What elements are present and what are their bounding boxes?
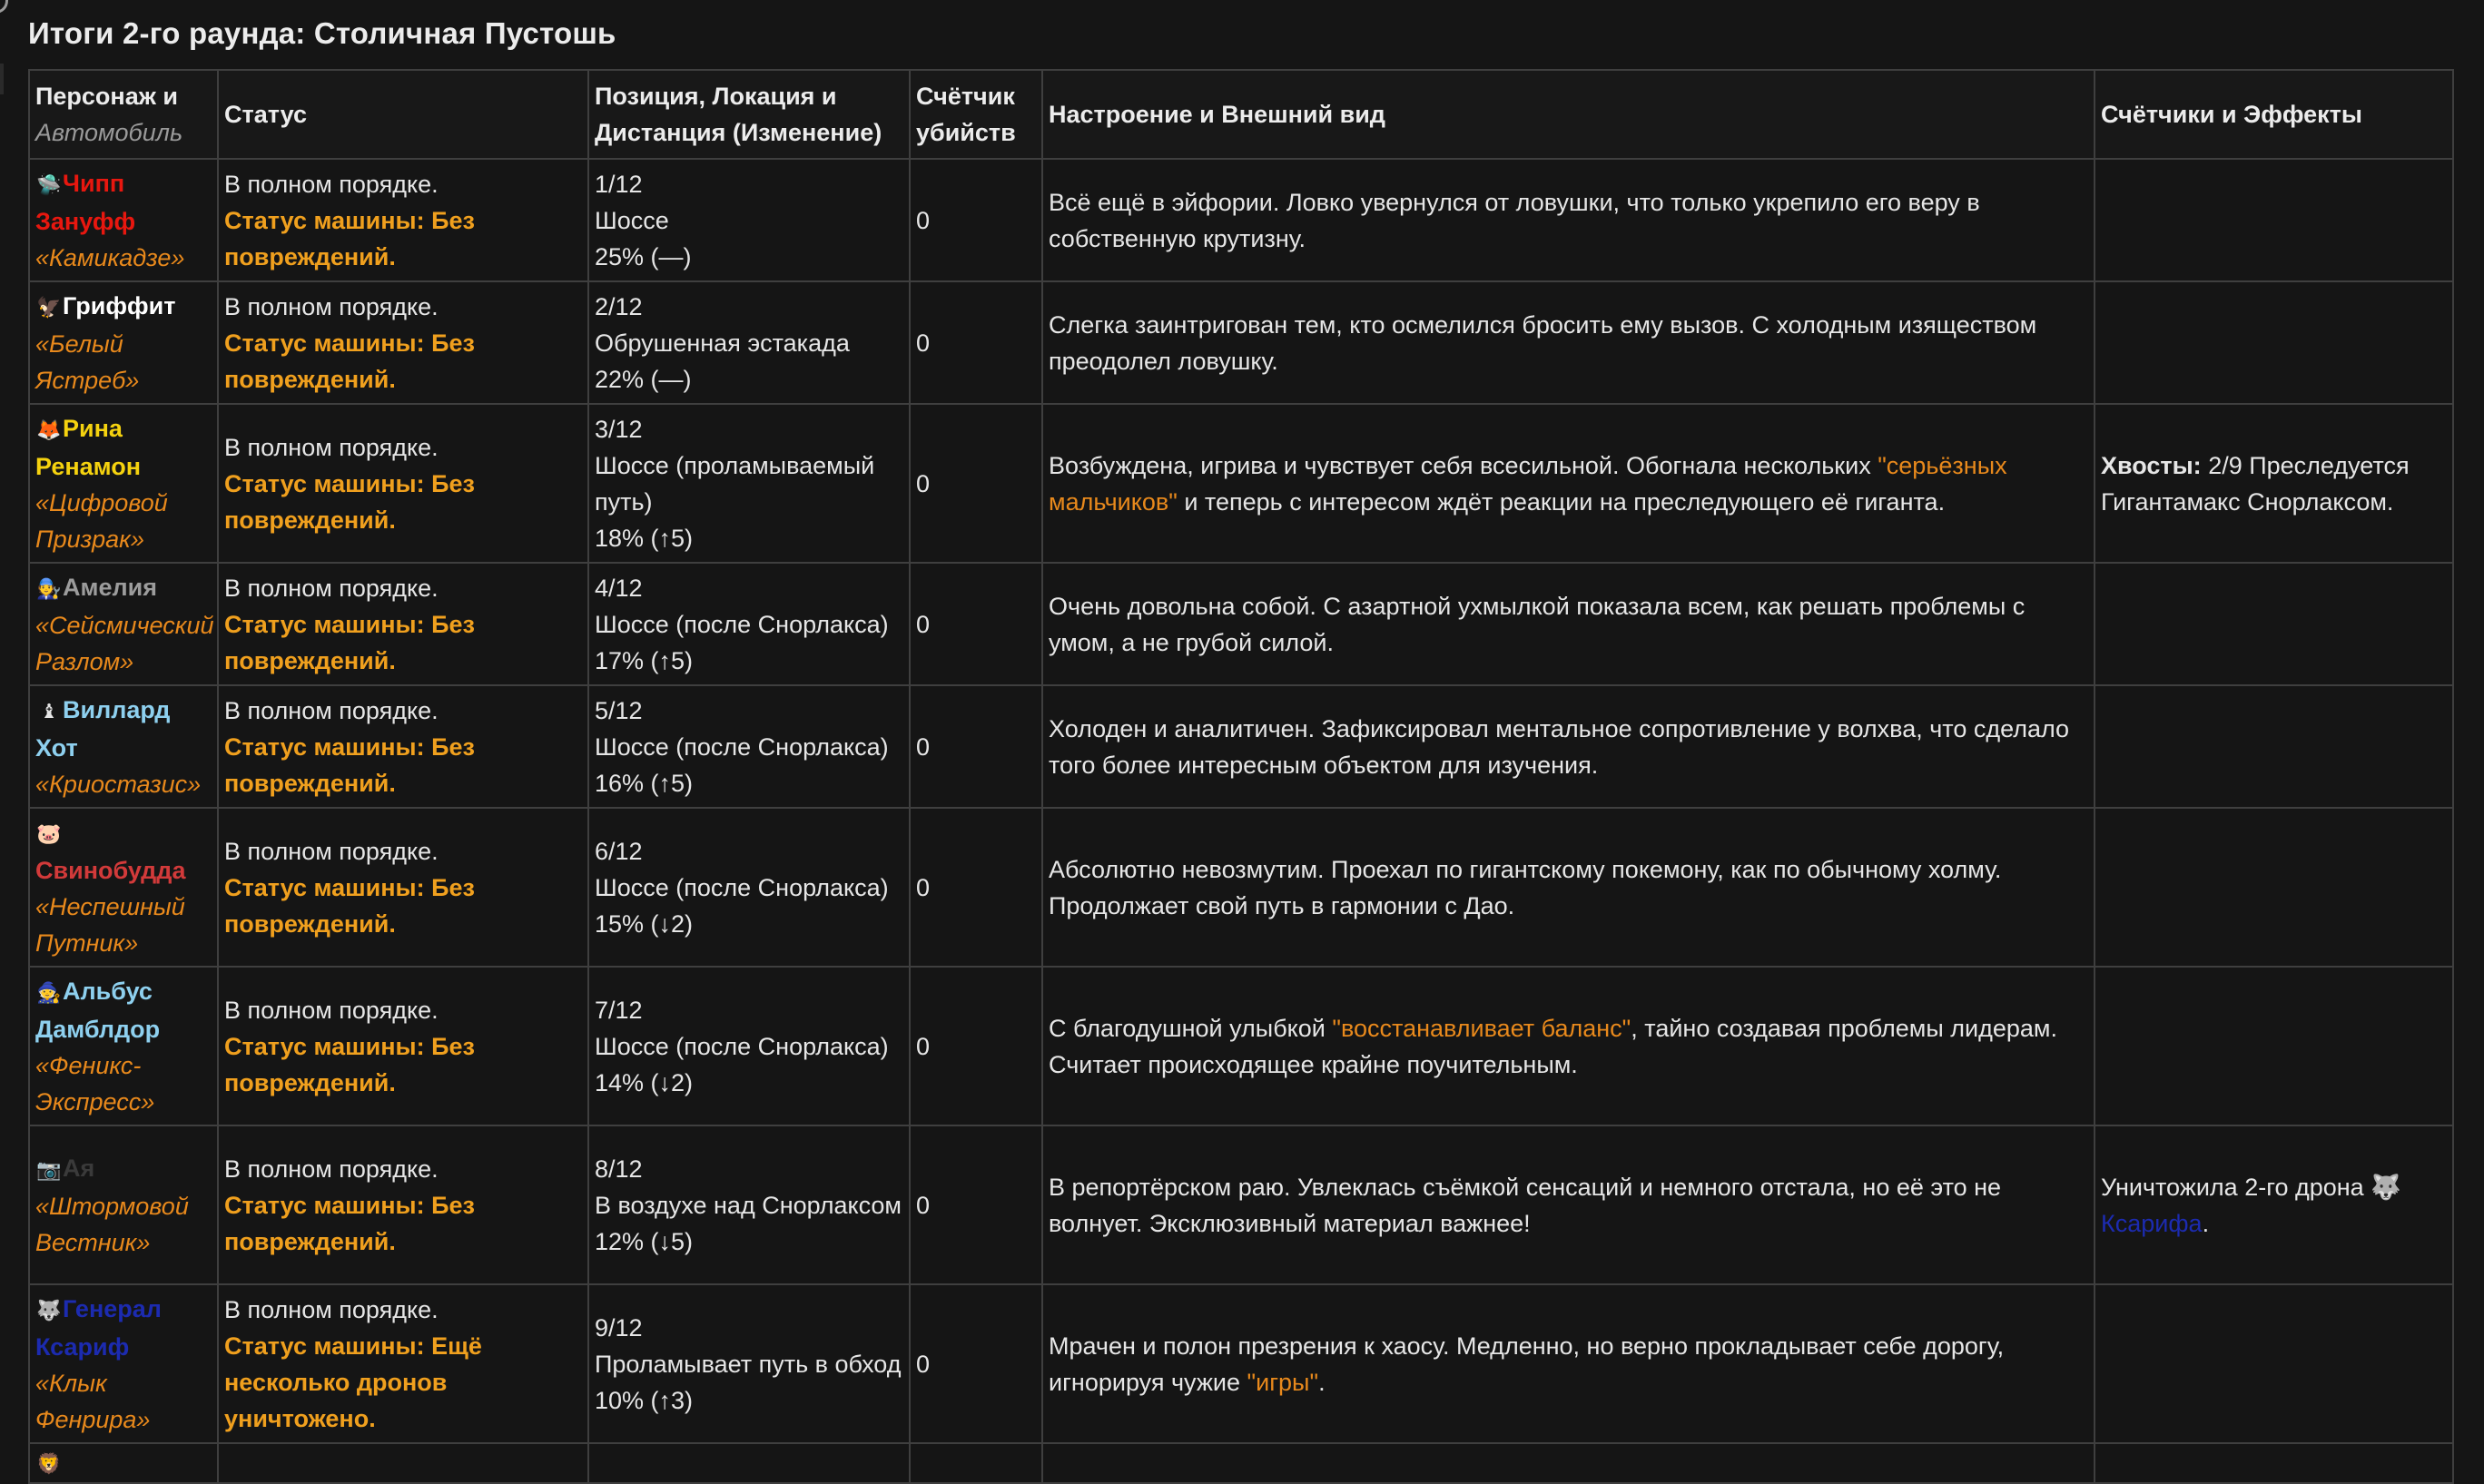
table-row	[29, 281, 2453, 404]
mood-text: Очень довольна собой. С азартной ухмылкой показала всем, как решать проблемы с умом, а не грубой силой.	[1049, 592, 2026, 656]
position-location: В воздухе над Снорлаксом	[595, 1191, 902, 1219]
car-status: Статус машины: Ещё несколько дронов уничтожено.	[224, 1332, 482, 1432]
mood-text-end: .	[1318, 1368, 1326, 1396]
effects-cell	[2095, 1284, 2453, 1443]
character-cell	[29, 404, 218, 563]
position-distance: 17% (↑5)	[595, 646, 694, 674]
camera-icon: 📷	[36, 1157, 62, 1181]
position-distance: 25% (—)	[595, 242, 692, 270]
car-name: «Штормовой Вестник»	[35, 1192, 189, 1256]
position-cell	[588, 685, 910, 808]
position-rank: 2/12	[595, 292, 643, 320]
position-distance: 22% (—)	[595, 365, 692, 393]
status-cell	[218, 808, 588, 967]
position-rank: 1/12	[595, 170, 643, 198]
position-distance: 14% (↓2)	[595, 1068, 694, 1096]
car-status: Статус машины: Без повреждений.	[224, 610, 475, 674]
character-name: Гриффит	[63, 291, 176, 319]
wizard-icon: 🧙	[36, 980, 62, 1004]
character-cell	[29, 967, 218, 1125]
car-status: Статус машины: Без повреждений.	[224, 1191, 475, 1255]
kills-cell: 0	[910, 808, 1042, 967]
kills-cell: 0	[910, 404, 1042, 563]
table-row	[29, 1284, 2453, 1443]
status-cell	[218, 159, 588, 281]
character-cell	[29, 281, 218, 404]
position-rank: 5/12	[595, 696, 643, 724]
mood-highlight: "серьёзных мальчиков"	[1049, 451, 2007, 516]
table-row	[29, 685, 2453, 808]
car-name: «Камикадзе»	[35, 243, 185, 271]
status-cell	[218, 685, 588, 808]
position-cell	[588, 1125, 910, 1284]
effects-link[interactable]: Ксарифа	[2101, 1209, 2203, 1237]
mood-text-end: и теперь с интересом ждёт реакции на преследующего её гиганта.	[1177, 487, 1946, 516]
car-status: Статус машины: Без повреждений.	[224, 732, 475, 797]
header-kills: Счётчик убийств	[910, 70, 1042, 159]
table-row	[29, 563, 2453, 685]
mood-cell	[1042, 685, 2095, 808]
kills-cell: 0	[910, 1125, 1042, 1284]
effects-cell	[2095, 159, 2453, 281]
mood-text: Слегка заинтригован тем, кто осмелился бросить ему вызов. С холодным изяществом преодолел ловушку.	[1049, 310, 2037, 375]
character-cell	[29, 1125, 218, 1284]
effects-cell	[2095, 281, 2453, 404]
position-cell	[588, 808, 910, 967]
car-name: «Неспешный Путник»	[35, 892, 185, 957]
mood-cell	[1042, 1284, 2095, 1443]
header-mood: Настроение и Внешний вид	[1042, 70, 2095, 159]
status-cell	[218, 563, 588, 685]
mood-cell	[1042, 563, 2095, 685]
position-rank: 8/12	[595, 1155, 643, 1183]
position-cell	[588, 1284, 910, 1443]
header-status: Статус	[218, 70, 588, 159]
lion-icon: 🦁	[36, 1452, 62, 1475]
effects-text: Уничтожила 2-го дрона 🐺	[2101, 1173, 2401, 1201]
kills-cell	[910, 1443, 1042, 1483]
kills-cell: 0	[910, 281, 1042, 404]
position-location: Проламывает путь в обход	[595, 1350, 902, 1378]
car-status: Статус машины: Без повреждений.	[224, 206, 475, 270]
car-status: Статус машины: Без повреждений.	[224, 469, 475, 534]
edge-scroll-mark	[0, 64, 4, 94]
mood-cell	[1042, 159, 2095, 281]
character-name: Виллард Хот	[35, 695, 171, 762]
position-cell	[588, 967, 910, 1125]
pilot-status: В полном порядке.	[224, 433, 439, 461]
mood-text: Холоден и аналитичен. Зафиксировал ментальное сопротивление у волхва, что сделало того более интересным объектом для изучения.	[1049, 714, 2070, 779]
position-distance: 10% (↑3)	[595, 1386, 694, 1414]
position-rank: 9/12	[595, 1313, 643, 1341]
mood-cell	[1042, 1443, 2095, 1483]
position-location: Шоссе (после Снорлакса)	[595, 873, 889, 901]
pilot-status: В полном порядке.	[224, 837, 439, 865]
chess-bishop-icon: ♝	[40, 699, 58, 722]
ufo-icon: 🛸	[36, 172, 62, 196]
car-status: Статус машины: Без повреждений.	[224, 329, 475, 393]
pilot-status: В полном порядке.	[224, 292, 439, 320]
position-rank: 6/12	[595, 837, 643, 865]
character-cell	[29, 1443, 218, 1483]
car-status: Статус машины: Без повреждений.	[224, 873, 475, 938]
effects-text: 2/9 Преследуется Гигантамакс Снорлаксом.	[2101, 451, 2410, 516]
car-name: «Клык Фенрира»	[35, 1369, 151, 1433]
character-name: Генерал Ксариф	[35, 1294, 162, 1361]
position-location: Обрушенная эстакада	[595, 329, 850, 357]
table-row	[29, 159, 2453, 281]
kills-cell: 0	[910, 685, 1042, 808]
table-row	[29, 1443, 2453, 1483]
character-name: Ая	[63, 1154, 95, 1182]
table-row	[29, 967, 2453, 1125]
car-status: Статус машины: Без повреждений.	[224, 1032, 475, 1096]
character-name: Чипп Зануфф	[35, 169, 136, 235]
mood-highlight: "восстанавливает баланс"	[1332, 1014, 1631, 1042]
position-location: Шоссе (после Снорлакса)	[595, 732, 889, 761]
status-cell	[218, 1125, 588, 1284]
mood-cell	[1042, 404, 2095, 563]
position-rank: 4/12	[595, 574, 643, 602]
car-name: «Сейсмический Разлом»	[35, 611, 214, 675]
pilot-status: В полном порядке.	[224, 696, 439, 724]
pilot-status: В полном порядке.	[224, 996, 439, 1024]
mood-text: Всё ещё в эйфории. Ловко увернулся от ловушки, что только укрепило его веру в собственную крутизну.	[1049, 188, 1980, 252]
character-cell	[29, 1284, 218, 1443]
character-name: Амелия	[63, 573, 157, 601]
position-cell	[588, 404, 910, 563]
mood-highlight: "игры"	[1247, 1368, 1319, 1396]
car-name: «Феникс-Экспресс»	[35, 1051, 155, 1115]
position-location: Шоссе (проламываемый путь)	[595, 451, 875, 516]
mood-text: С благодушной улыбкой	[1049, 1014, 1333, 1042]
kills-cell: 0	[910, 159, 1042, 281]
mood-text: Возбуждена, игрива и чувствует себя всесильной. Обогнала нескольких	[1049, 451, 1878, 479]
fox-icon: 🦊	[36, 418, 62, 441]
character-name: Альбус Дамблдор	[35, 977, 161, 1043]
corner-scroll-mark	[0, 0, 8, 14]
header-effects: Счётчики и Эффекты	[2095, 70, 2453, 159]
pilot-status: В полном порядке.	[224, 170, 439, 198]
position-distance: 12% (↓5)	[595, 1227, 694, 1255]
effects-text-end: .	[2202, 1209, 2210, 1237]
effects-cell	[2095, 808, 2453, 967]
eagle-icon: 🦅	[36, 295, 62, 319]
position-distance: 18% (↑5)	[595, 524, 694, 552]
header-position: Позиция, Локация и Дистанция (Изменение)	[588, 70, 910, 159]
effects-cell	[2095, 967, 2453, 1125]
status-cell	[218, 1284, 588, 1443]
effects-cell	[2095, 1443, 2453, 1483]
header-character	[29, 70, 218, 159]
mood-cell	[1042, 281, 2095, 404]
character-name: Рина Ренамон	[35, 414, 142, 480]
results-body	[29, 159, 2453, 1483]
status-cell	[218, 1443, 588, 1483]
kills-cell: 0	[910, 563, 1042, 685]
pig-icon: 🐷	[36, 821, 62, 845]
mechanic-icon: 🧑‍🔧	[36, 576, 62, 600]
mood-text-end: , тайно создавая проблемы лидерам. Считает происходящее крайне поучительным.	[1049, 1014, 2057, 1078]
car-name: «Белый Ястреб»	[35, 329, 140, 394]
position-location: Шоссе	[595, 206, 669, 234]
position-cell	[588, 563, 910, 685]
position-distance: 15% (↓2)	[595, 909, 694, 938]
status-cell	[218, 281, 588, 404]
effects-cell	[2095, 404, 2453, 563]
effects-cell	[2095, 563, 2453, 685]
position-cell	[588, 1443, 910, 1483]
mood-text: Мрачен и полон презрения к хаосу. Медленно, но верно прокладывает себе дорогу, игнорируя чужие	[1049, 1332, 2005, 1396]
car-name: «Цифровой Призрак»	[35, 488, 168, 553]
position-location: Шоссе (после Снорлакса)	[595, 1032, 889, 1060]
page-title: Итоги 2-го раунда: Столичная Пустошь	[28, 16, 616, 50]
results-table	[28, 69, 2454, 1484]
character-name: Свинобудда	[35, 856, 186, 884]
wolf-icon: 🐺	[36, 1298, 62, 1322]
pilot-status: В полном порядке.	[224, 1155, 439, 1183]
pilot-status: В полном порядке.	[224, 1295, 439, 1323]
pilot-status: В полном порядке.	[224, 574, 439, 602]
position-distance: 16% (↑5)	[595, 769, 694, 797]
header-character-sub: Автомобиль	[35, 119, 183, 146]
character-cell	[29, 808, 218, 967]
car-name: «Криостазис»	[35, 770, 202, 798]
table-row	[29, 1125, 2453, 1284]
mood-cell	[1042, 808, 2095, 967]
position-cell	[588, 281, 910, 404]
table-row	[29, 808, 2453, 967]
mood-cell	[1042, 967, 2095, 1125]
table-row	[29, 404, 2453, 563]
mood-text: Абсолютно невозмутим. Проехал по гигантскому покемону, как по обычному холму. Продолжает свой путь в гармонии с Дао.	[1049, 855, 2002, 919]
status-cell	[218, 967, 588, 1125]
kills-cell: 0	[910, 1284, 1042, 1443]
mood-text: В репортёрском раю. Увлеклась съёмкой сенсаций и немного отстала, но её это не волнует. Эксклюзивный материал важнее!	[1049, 1173, 2002, 1237]
position-location: Шоссе (после Снорлакса)	[595, 610, 889, 638]
position-rank: 7/12	[595, 996, 643, 1024]
effects-cell	[2095, 1125, 2453, 1284]
character-cell	[29, 685, 218, 808]
character-cell	[29, 563, 218, 685]
header-row	[29, 70, 2453, 159]
position-rank: 3/12	[595, 415, 643, 443]
header-character-label: Персонаж и	[35, 83, 178, 110]
status-cell	[218, 404, 588, 563]
effects-label: Хвосты:	[2101, 451, 2202, 479]
character-cell	[29, 159, 218, 281]
effects-cell	[2095, 685, 2453, 808]
kills-cell: 0	[910, 967, 1042, 1125]
position-cell	[588, 159, 910, 281]
mood-cell	[1042, 1125, 2095, 1284]
